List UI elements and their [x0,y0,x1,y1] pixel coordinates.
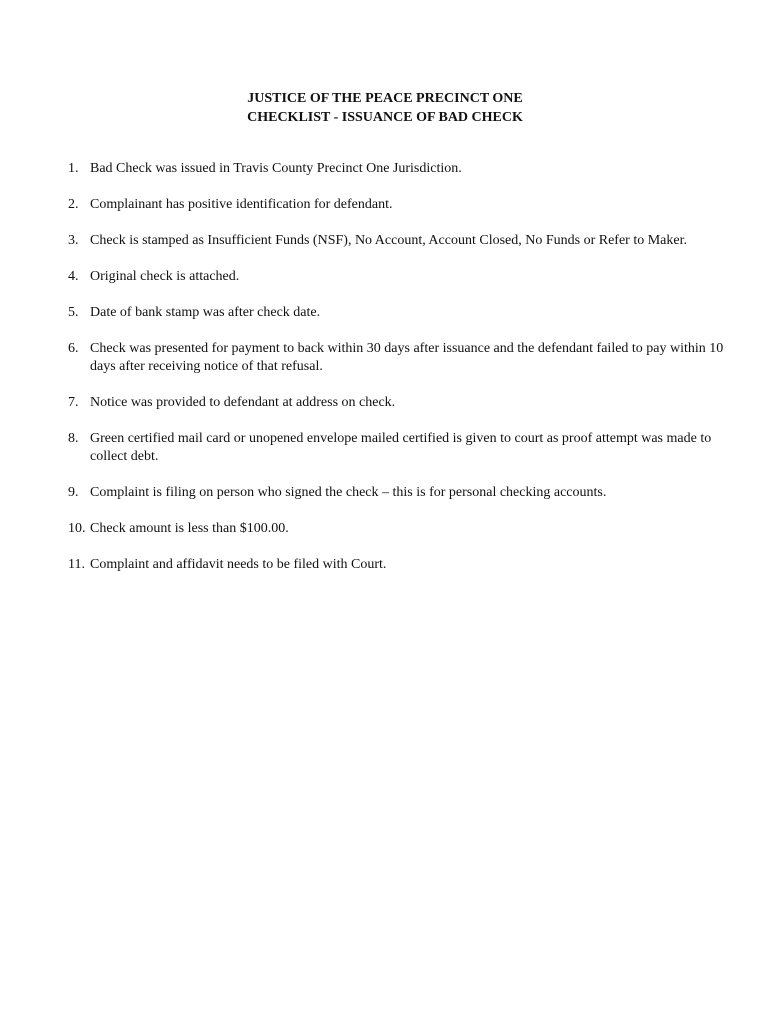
checklist [68,160,728,592]
item-text: Notice was provided to defendant at address on check. [90,395,396,410]
item-text: Complaint and affidavit needs to be filed with Court. [90,557,387,572]
checklist-item [68,484,728,502]
header-subtitle: CHECKLIST - ISSUANCE OF BAD CHECK [247,110,523,125]
header-title: JUSTICE OF THE PEACE PRECINCT ONE [247,91,523,106]
checklist-item [68,160,728,178]
item-text: Complaint is filing on person who signed the check – this is for personal checking accounts. [90,485,607,500]
item-text: Check is stamped as Insufficient Funds (NSF), No Account, Account Closed, No Funds or Refer to Maker. [90,233,688,248]
item-number: 7. [68,395,79,410]
item-text: Bad Check was issued in Travis County Precinct One Jurisdiction. [90,161,462,176]
item-number: 9. [68,485,79,500]
item-number: 8. [68,431,79,446]
checklist-item [68,304,728,322]
item-number: 1. [68,161,79,176]
item-number: 4. [68,269,79,284]
checklist-item [68,520,728,538]
checklist-item [68,340,728,376]
item-text: Check was presented for payment to back within 30 days after issuance and the defendant failed to pay within 10 days after receiving notice of that refusal. [90,341,724,374]
checklist-item [68,394,728,412]
item-number: 10. [68,521,86,536]
checklist-item [68,196,728,214]
item-number: 5. [68,305,79,320]
checklist-item [68,268,728,286]
item-text: Date of bank stamp was after check date. [90,305,321,320]
item-text: Original check is attached. [90,269,240,284]
checklist-item [68,556,728,574]
item-text: Check amount is less than $100.00. [90,521,289,536]
item-number: 3. [68,233,79,248]
document-header [0,89,770,127]
item-number: 11. [68,557,85,572]
checklist-item [68,232,728,250]
item-text: Green certified mail card or unopened envelope mailed certified is given to court as proof attempt was made to collect debt. [90,431,712,464]
item-number: 2. [68,197,79,212]
checklist-item [68,430,728,466]
item-text: Complainant has positive identification for defendant. [90,197,393,212]
item-number: 6. [68,341,79,356]
